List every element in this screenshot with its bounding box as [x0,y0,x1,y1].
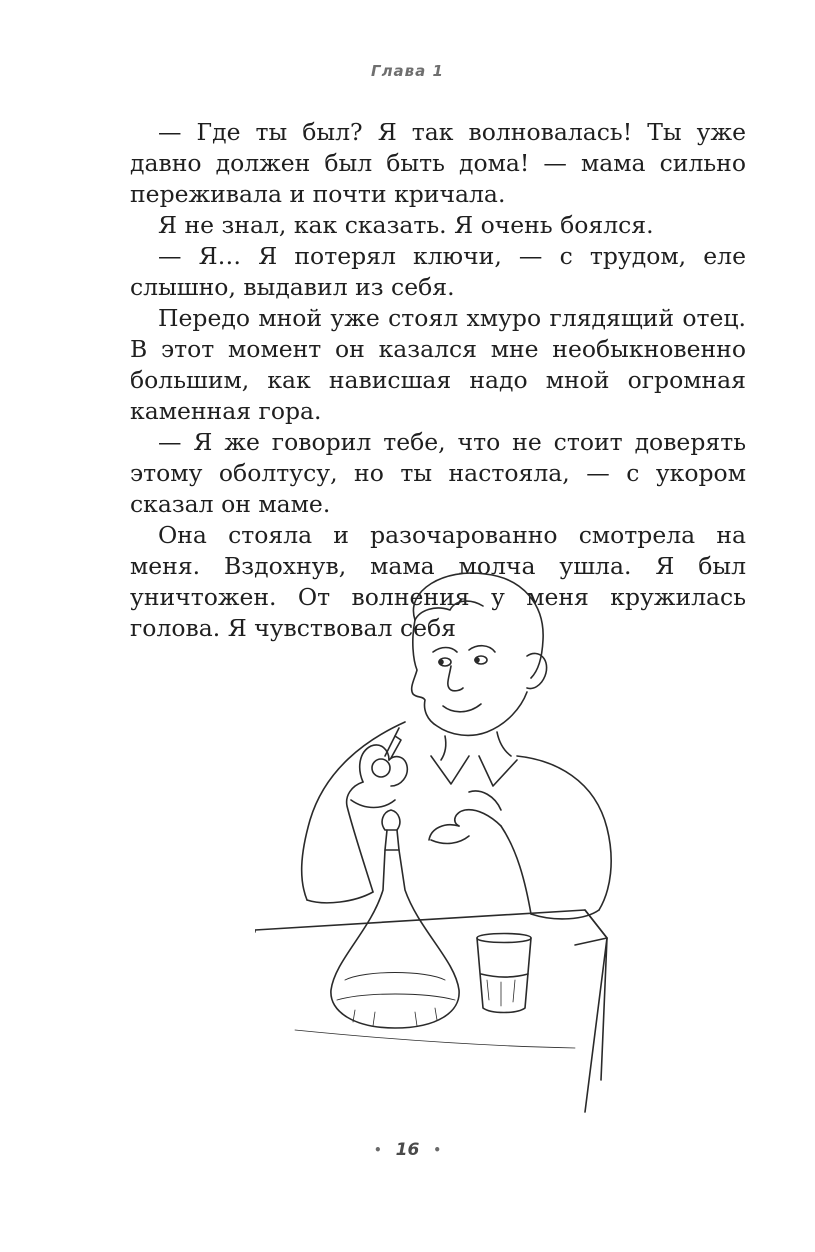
page-footer [0,1140,815,1160]
paragraph: Она стояла и разочарованно смотрела на меня. Вздохнув, мама молча ушла. Я был уничтожен. От волнения у меня кружилась голова. Я чувствовал себя [130,521,746,642]
paragraph: Передо мной уже стоял хмуро глядящий отец. В этот момент он казался мне необыкновенно большим, как нависшая надо мной огромная каменная гора. [130,304,746,425]
paragraph: — Я… Я потерял ключи, — с трудом, еле слышно, выдавил из себя. [130,242,746,301]
running-header [0,62,815,80]
paragraph: Я не знал, как сказать. Я очень боялся. [158,211,654,239]
paragraph: — Я же говорил тебе, что не стоит доверять этому оболтусу, но ты настояла, — с укором сказал он маме. [130,428,746,518]
bullet-icon: • [373,1143,382,1157]
page-number: 16 [395,1140,420,1160]
man-with-decanter-illustration [255,560,625,1120]
bullet-icon: • [433,1143,441,1157]
paragraph: — Где ты был? Я так волновалась! Ты уже давно должен был быть дома! — мама сильно переживала и почти кричала. [130,118,746,208]
chapter-title: Глава 1 [371,62,444,80]
